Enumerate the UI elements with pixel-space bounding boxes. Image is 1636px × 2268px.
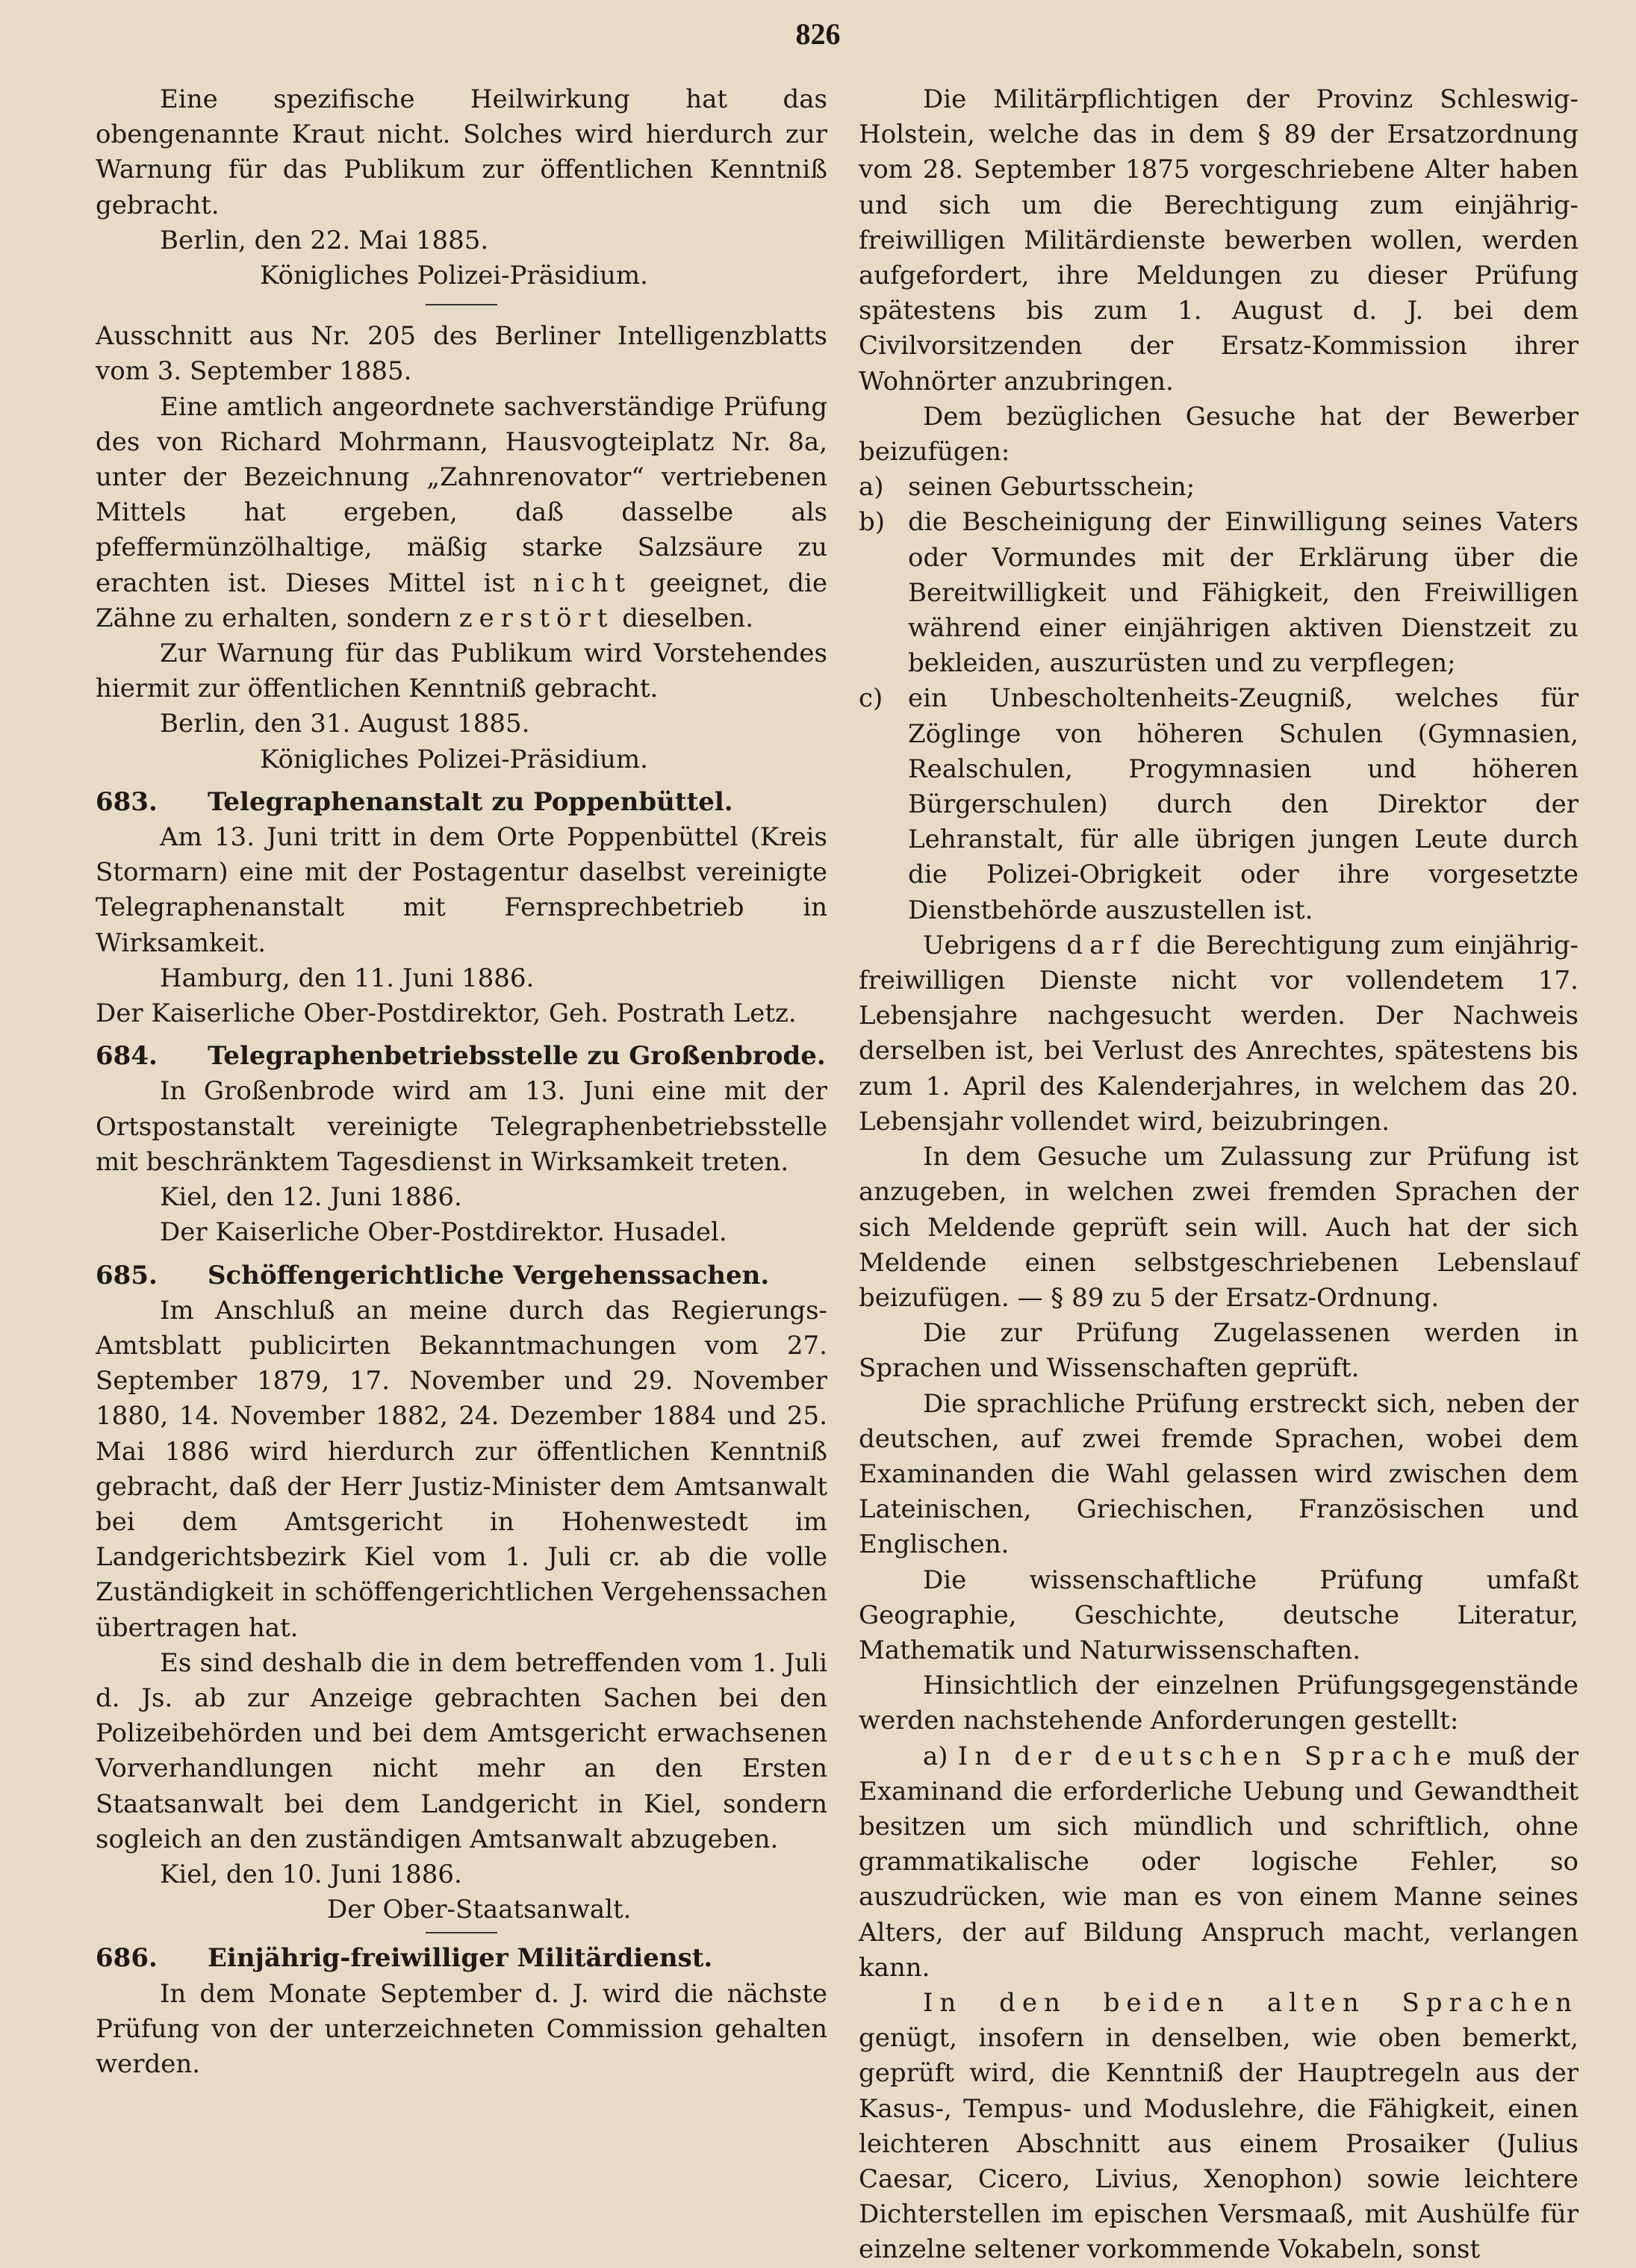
dateline: Berlin, den 31. August 1885. [160, 709, 530, 739]
section-title: Telegraphenbetriebsstelle zu Großenbrode. [208, 1041, 826, 1072]
section-title: Telegraphenanstalt zu Poppenbüttel. [208, 786, 733, 817]
divider [426, 304, 497, 305]
paragraph: Die zur Prüfung Zugelassenen werden in Sprachen und Wissenschaften geprüft. [859, 1318, 1579, 1384]
section-heading-686 [96, 1941, 827, 1976]
paragraph: Die wissenschaftliche Prüfung umfaßt Geographie, Geschichte, deutsche Literatur, Mathematik und Naturwissenschaften. [859, 1565, 1579, 1665]
emphasis-text: zerstört [458, 603, 615, 633]
paragraph: Hinsichtlich der einzelnen Prüfungsgegenstände werden nachstehende Anforderungen gestellt: [859, 1671, 1579, 1736]
right-column [859, 82, 1579, 2268]
section-number: 684. [96, 1041, 158, 1072]
text: Uebrigens [923, 930, 1057, 960]
emphasis-text: nicht [532, 568, 632, 598]
dateline: Berlin, den 22. Mai 1885. [160, 225, 489, 255]
section-heading-683 [96, 785, 827, 820]
signature: Der Ober-Staatsanwalt. [327, 1895, 632, 1925]
paragraph: Zur Warnung für das Publikum wird Vorstehendes hiermit zur öffentlichen Kenntniß gebracht. [96, 639, 827, 704]
section-title: Einjährig-freiwilliger Militärdienst. [208, 1943, 713, 1974]
divider [426, 1932, 497, 1933]
list-item [859, 470, 1579, 505]
paragraph: Dem bezüglichen Gesuche hat der Bewerber beizufügen: [859, 401, 1579, 467]
page-number: 826 [795, 17, 841, 51]
item-text: seinen Geburtsschein; [908, 472, 1195, 503]
emphasis-text: In den beiden alten Sprachen [923, 1987, 1579, 2018]
left-column [96, 82, 827, 2082]
paragraph: In dem Gesuche um Zulassung zur Prüfung ist anzugeben, in welchen zwei fremden Sprachen der sich Meldende geprüft sein will. Auch hat der sich Meldende einen selbstgeschriebenen Lebenslauf beizufügen. — § 89 zu 5 der Ersatz-Ordnung. [859, 1142, 1579, 1313]
paragraph [96, 390, 827, 636]
paragraph [859, 928, 1579, 1140]
item-label: c) [859, 683, 883, 714]
dateline: Kiel, den 12. Juni 1886. [160, 1182, 462, 1213]
text: a) [923, 1741, 948, 1771]
text: die Berechtigung zum einjährig-freiwilligen Dienste nicht vor vollendetem 17. Lebensjahre nachgesucht werden. Der Nachweis derselben ist, bei Verlust des Anrechtes, spätestens bis zum 1. April des Kalenderjahres, in welchem das 20. Lebensjahr vollendet wird, beizubringen. [859, 930, 1579, 1137]
paragraph: Eine spezifische Heilwirkung hat das obengenannte Kraut nicht. Solches wird hierdurch zur Warnung für das Publikum zur öffentlichen Kenntniß gebracht. [96, 84, 827, 220]
emphasis-text: darf [1066, 930, 1147, 960]
text: geeignet, die Zähne zu erhalten, sondern [96, 568, 827, 633]
paragraph: Die sprachliche Prüfung erstreckt sich, neben der deutschen, auf zwei fremde Sprachen, wobei dem Examinanden die Wahl gelassen wird zwischen dem Lateinischen, Griechischen, Französischen und Englischen. [859, 1388, 1579, 1560]
signature: Der Kaiserliche Ober-Postdirektor. Husadel. [160, 1217, 727, 1248]
item-label: b) [859, 507, 886, 538]
section-number: 683. [96, 786, 158, 817]
paragraph [859, 1739, 1579, 1986]
paragraph [859, 1986, 1579, 2268]
section-heading-685 [96, 1258, 827, 1293]
paragraph: In Großenbrode wird am 13. Juni eine mit der Ortspostanstalt vereinigte Telegraphenbetriebsstelle mit beschränktem Tagesdienst in Wirksamkeit treten. [96, 1076, 827, 1177]
signature: Königliches Polizei-Präsidium. [260, 261, 648, 291]
paragraph: Im Anschluß an meine durch das Regierungs-Amtsblatt publicirten Bekanntmachungen vom 27. September 1879, 17. November und 29. November 1880, 14. November 1882, 24. Dezember 1884 und 25. Mai 1886 wird hierdurch zur öffentlichen Kenntniß gebracht, daß der Herr Justiz-Minister dem Amtsanwalt bei dem Amtsgericht in Hohenwestedt im Landgerichtsbezirk Kiel vom 1. Juli cr. ab die volle Zuständigkeit in schöffengerichtlichen Vergehenssachen übertragen hat. [96, 1295, 827, 1643]
signature: Königliches Polizei-Präsidium. [260, 744, 648, 774]
paragraph: Am 13. Juni tritt in dem Orte Poppenbüttel (Kreis Stormarn) eine mit der Postagentur daselbst vereinigte Telegraphenanstalt mit Fernsprechbetrieb in Wirksamkeit. [96, 822, 827, 958]
paragraph: Die Militärpflichtigen der Provinz Schleswig-Holstein, welche das in dem § 89 der Ersatzordnung vom 28. September 1875 vorgeschriebene Alter haben und sich um die Berechtigung zum einjährig-freiwilligen Militärdienste bewerben wollen, werden aufgefordert, ihre Meldungen zu dieser Prüfung spätestens bis zum 1. August d. J. bei dem Civilvorsitzenden der Ersatz-Kommission ihrer Wohnörter anzubringen. [859, 84, 1579, 397]
text: Eine amtlich angeordnete sachverständige Prüfung des von Richard Mohrmann, Hausvogteiplatz Nr. 8a, unter der Bezeichnung „Zahnrenovator“ vertriebenen Mittels hat ergeben, daß dasselbe als pfeffermünzölhaltige, mäßig starke Salzsäure zu erachten ist. Dieses Mittel ist [96, 391, 827, 598]
dateline: Kiel, den 10. Juni 1886. [160, 1859, 462, 1889]
dateline: Hamburg, den 11. Juni 1886. [160, 963, 535, 993]
text: dieselben. [622, 603, 754, 633]
item-text: die Bescheinigung der Einwilligung seines Vaters oder Vormundes mit der Erklärung über die Bereitwilligkeit und Fähigkeit, den Freiwilligen während einer einjährigen aktiven Dienstzeit zu bekleiden, auszurüsten und zu verpflegen; [908, 507, 1579, 679]
section-number: 686. [96, 1943, 158, 1974]
section-heading-684 [96, 1039, 827, 1074]
emphasis-text: In der deutschen Sprache [957, 1741, 1458, 1771]
paragraph: In dem Monate September d. J. wird die nächste Prüfung von der unterzeichneten Commission gehalten werden. [96, 1978, 827, 2079]
list-item [859, 681, 1579, 928]
item-text: ein Unbescholtenheits-Zeugniß, welches für Zöglinge von höheren Schulen (Gymnasien, Realschulen, Progymnasien und höheren Bürgerschulen) durch den Direktor der Lehranstalt, für alle übrigen jungen Leute durch die Polizei-Obrigkeit oder ihre vorgesetzte Dienstbehörde auszustellen ist. [908, 683, 1579, 925]
paragraph: Es sind deshalb die in dem betreffenden vom 1. Juli d. Js. ab zur Anzeige gebrachten Sachen bei den Polizeibehörden und bei dem Amtsgericht erwachsenen Vorverhandlungen nicht mehr an den Ersten Staatsanwalt bei dem Landgericht in Kiel, sondern sogleich an den zuständigen Amtsanwalt abzugeben. [96, 1647, 827, 1854]
text: genügt, insofern in denselben, wie oben bemerkt, geprüft wird, die Kenntniß der Hauptregeln aus der Kasus-, Tempus- und Moduslehre, die Fähigkeit, einen leichteren Abschnitt aus einem Prosaiker (Julius Caesar, Cicero, Livius, Xenophon) sowie leichtere Dichterstellen im epischen Versmaaß, mit Aushülfe für einzelne seltener vorkommende Vokabeln, sonst [859, 2023, 1579, 2265]
section-title: Schöffengerichtliche Vergehenssachen. [208, 1260, 770, 1290]
signature: Der Kaiserliche Ober-Postdirektor, Geh. Postrath Letz. [96, 998, 797, 1029]
list-item [859, 505, 1579, 681]
text: muß der Examinand die erforderliche Uebung und Gewandtheit besitzen um sich mündlich und schriftlich, ohne grammatikalische oder logische Fehler, so auszudrücken, wie man es von einem Manne seines Alters, der auf Bildung Anspruch macht, verlangen kann. [859, 1741, 1579, 1983]
excerpt-note: Ausschnitt aus Nr. 205 des Berliner Intelligenzblatts vom 3. September 1885. [96, 321, 827, 387]
item-label: a) [859, 472, 884, 503]
section-number: 685. [96, 1260, 158, 1290]
